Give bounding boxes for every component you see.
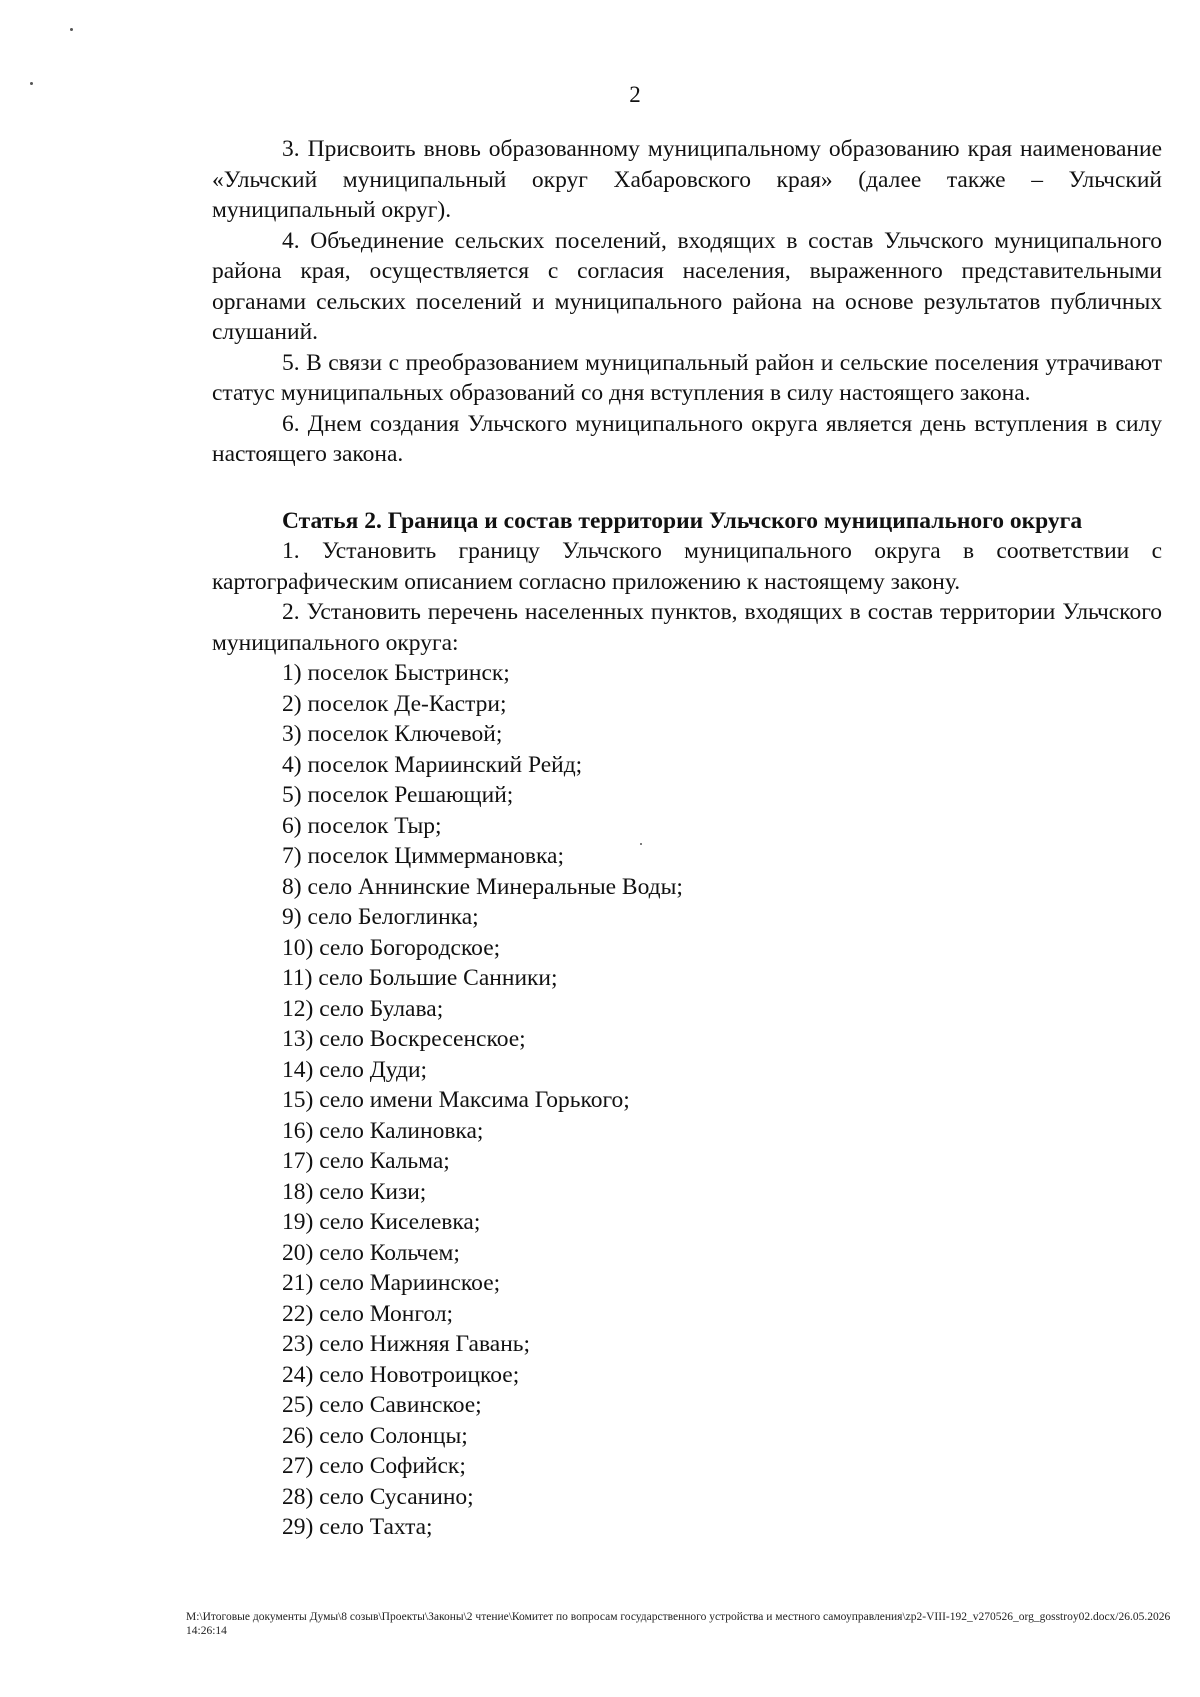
list-item: 3) поселок Ключевой; — [282, 721, 503, 747]
list-item: 18) село Кизи; — [282, 1178, 427, 1205]
paragraph-6: 6. Днем создания Ульчского муниципального округа является день вступления в силу настоящего закона. — [212, 410, 1162, 467]
list-item: 2) поселок Де-Кастри; — [282, 690, 507, 717]
list-item: 12) село Булава; — [282, 995, 444, 1022]
list-item: 13) село Воскресенское; — [282, 1026, 526, 1052]
list-item: 26) село Солонцы; — [282, 1422, 468, 1449]
list-item: 24) село Новотроицкое; — [282, 1361, 520, 1388]
document-body — [212, 134, 1162, 1543]
list-item: 17) село Кальма; — [282, 1148, 450, 1174]
list-item: 21) село Мариинское; — [282, 1270, 501, 1296]
list-item: 10) село Богородское; — [282, 934, 501, 961]
settlement-list — [212, 658, 1162, 1543]
list-item: 4) поселок Мариинский Рейд; — [282, 751, 583, 778]
article-heading: Статья 2. Граница и состав территории Ульчского муниципального округа — [282, 507, 1083, 534]
list-item: 7) поселок Циммермановка; — [282, 843, 564, 869]
list-item: 1) поселок Быстринск; — [282, 660, 510, 686]
list-item: 16) село Калиновка; — [282, 1117, 484, 1144]
paragraph-3: 3. Присвоить вновь образованному муниципальному образованию края наименование «Ульчский муниципальный округ Хабаровского края» (далее также – Ульчский муниципальный округ). — [212, 136, 1162, 223]
list-item: 19) село Киселевка; — [282, 1209, 481, 1235]
list-item: 22) село Монгол; — [282, 1300, 454, 1327]
article-paragraph-1: 1. Установить границу Ульчского муниципального округа в соответствии с картографическим описанием согласно приложению к настоящему закону. — [212, 538, 1162, 595]
page-number: 2 — [629, 82, 641, 107]
list-item: 29) село Тахта; — [282, 1514, 433, 1540]
paragraph-5: 5. В связи с преобразованием муниципальный район и сельские поселения утрачивают статус муниципальных образований со дня вступления в силу настоящего закона. — [212, 349, 1162, 406]
article-paragraph-2: 2. Установить перечень населенных пунктов, входящих в состав территории Ульчского муниципального округа: — [212, 599, 1162, 656]
list-item: 11) село Большие Санники; — [282, 965, 558, 991]
list-item: 5) поселок Решающий; — [282, 782, 514, 808]
list-item: 23) село Нижняя Гавань; — [282, 1331, 531, 1357]
list-item: 8) село Аннинские Минеральные Воды; — [282, 873, 683, 900]
list-item: 25) село Савинское; — [282, 1392, 482, 1418]
list-item: 6) поселок Тыр; — [282, 812, 442, 839]
list-item: 15) село имени Максима Горького; — [282, 1087, 630, 1113]
list-item: 27) село Софийск; — [282, 1453, 466, 1479]
paragraph-4: 4. Объединение сельских поселений, входящих в состав Ульчского муниципального района края, осуществляется с согласия населения, выраженного представительными органами сельских поселений и муниципального района на основе результатов публичных слушаний. — [212, 227, 1162, 345]
list-item: 20) село Кольчем; — [282, 1239, 460, 1266]
scan-speck — [70, 28, 73, 31]
list-item: 28) село Сусанино; — [282, 1483, 474, 1510]
file-path-footer: M:\Итоговые документы Думы\8 созыв\Проекты\Законы\2 чтение\Комитет по вопросам государственного устройства и местного самоуправления\zp2-VIII-192_v270526_org_gosstroy02.docx/26.05.2026 14:26:14 — [186, 1611, 1171, 1637]
list-item: 9) село Белоглинка; — [282, 904, 479, 930]
list-item: 14) село Дуди; — [282, 1056, 428, 1083]
